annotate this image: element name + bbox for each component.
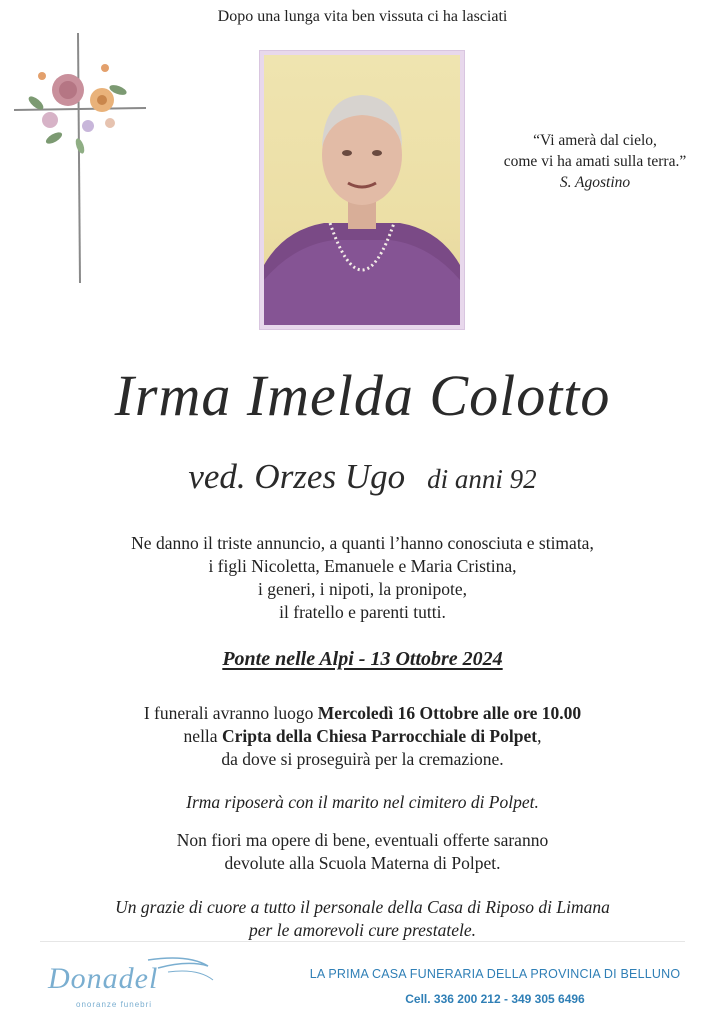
- quote-line-1: “Vi amerà dal cielo,: [533, 132, 657, 149]
- cross-with-flowers-icon: [10, 28, 150, 288]
- deceased-name: Irma Imelda Colotto: [114, 363, 611, 428]
- widow-of: ved. Orzes Ugo: [188, 457, 406, 496]
- quote-author: S. Agostino: [559, 174, 631, 191]
- funeral-line-1a: I funerali avranno luogo: [143, 703, 318, 723]
- logo-subtitle: onoranze funebri: [76, 1000, 153, 1009]
- funeral-line-2c: ,: [537, 726, 542, 746]
- portrait-frame: [259, 50, 465, 330]
- thanks-line: per le amorevoli cure prestatele.: [249, 920, 476, 940]
- age: di anni 92: [427, 464, 537, 494]
- burial-note: Irma riposerà con il marito nel cimitero di Polpet.: [186, 792, 539, 812]
- footer-divider: [40, 941, 685, 942]
- funeral-datetime: Mercoledì 16 Ottobre alle ore 10.00: [317, 703, 582, 723]
- thanks-line: Un grazie di cuore a tutto il personale della Casa di Riposo di Limana: [115, 897, 610, 917]
- flowers-line: Non fiori ma opere di bene, eventuali offerte saranno: [176, 830, 549, 850]
- funeral-location: Cripta della Chiesa Parrocchiale di Polpet: [221, 726, 538, 746]
- logo-text: Donadel: [48, 962, 159, 995]
- thanks-note: [0, 896, 725, 942]
- flowers-line: devolute alla Scuola Materna di Polpet.: [224, 853, 501, 873]
- widow-age-line: [0, 457, 725, 497]
- place-date-text: Ponte nelle Alpi - 13 Ottobre 2024: [222, 648, 503, 670]
- announcement-line: Ne danno il triste annuncio, a quanti l’hanno conosciuta e stimata,: [131, 533, 594, 553]
- quote-line-2: come vi ha amati sulla terra.”: [503, 153, 687, 170]
- place-date: [0, 648, 725, 671]
- announcement-line: i figli Nicoletta, Emanuele e Maria Cristina,: [208, 556, 517, 576]
- agency-logo: [48, 950, 218, 1018]
- flowers-note: [0, 829, 725, 875]
- agency-phone: Cell. 336 200 212 - 349 305 6496: [405, 992, 585, 1006]
- intro-text: Dopo una lunga vita ben vissuta ci ha lasciati: [217, 8, 508, 25]
- portrait-photo: [264, 55, 460, 325]
- funeral-line-3: da dove si proseguirà per la cremazione.: [221, 749, 504, 769]
- announcement-line: i generi, i nipoti, la pronipote,: [258, 579, 467, 599]
- agency-tagline: LA PRIMA CASA FUNERARIA DELLA PROVINCIA DI BELLUNO: [309, 967, 681, 981]
- announcement-line: il fratello e parenti tutti.: [279, 602, 446, 622]
- funeral-line-2a: nella: [183, 726, 222, 746]
- announcement: [0, 532, 725, 624]
- quote-block: [470, 130, 720, 193]
- funeral-info: [0, 702, 725, 771]
